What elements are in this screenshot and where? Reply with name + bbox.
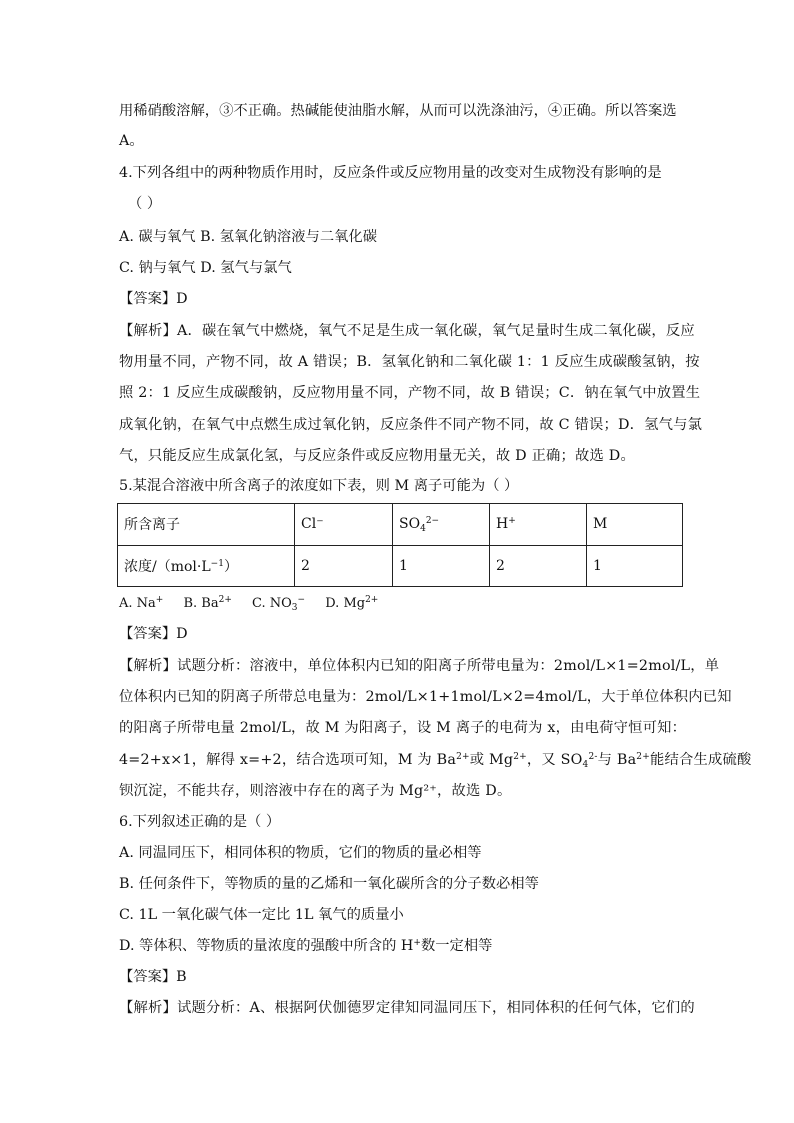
superscript: −	[297, 595, 306, 605]
text-run: 能结合生成硫酸	[649, 752, 752, 768]
question-6-option-a: A. 同温同压下，相同体积的物质，它们的物质的量必相等	[119, 845, 482, 861]
question-6-explanation: 【解析】试题分析：A、根据阿伏伽德罗定律知同温同压下，相同体积的任何气体，它们的	[119, 1000, 695, 1016]
subscript: 4	[420, 524, 426, 535]
superscript: 2−	[425, 516, 440, 527]
superscript: +	[508, 516, 516, 527]
text-run: 与 Ba	[597, 752, 637, 768]
paragraph-line: A。	[119, 133, 144, 149]
question-4-options-ab: A. 碳与氧气 B. 氢氧化钠溶液与二氧化碳	[119, 229, 378, 245]
table-cell: 2	[490, 545, 587, 587]
question-4-explanation: 照 2：1 反应生成碳酸钠，反应物用量不同，产物不同，故 B 错误；C．钠在氧气中放置生	[119, 385, 701, 401]
superscript: 2+	[218, 595, 232, 605]
paragraph-line: 用稀硝酸溶解，③不正确。热碱能使油脂水解，从而可以洗涤油污，④正确。所以答案选	[119, 103, 677, 119]
question-6-option-c: C. 1L 一氧化碳气体一定比 1L 氧气的质量小	[119, 907, 404, 923]
question-5-explanation: 位体积内已知的阴离子所带总电量为：2mol/L×1+1mol/L×2=4mol/L，大于单位体积内已知	[119, 689, 732, 705]
unit-label: 浓度/（mol·L	[124, 558, 211, 575]
superscript: +	[155, 595, 164, 605]
question-6-stem: 6.下列叙述正确的是（ ）	[119, 814, 281, 830]
table-cell: M	[587, 504, 683, 546]
text-run: 4=2+x×1，解得 x=+2，结合选项可知，M 为 Ba	[119, 752, 457, 768]
table-cell: 2	[295, 545, 393, 587]
table-cell	[490, 504, 587, 546]
superscript: +	[413, 938, 421, 948]
question-4-answer-blank: （ ）	[128, 196, 162, 212]
table-cell	[393, 504, 490, 546]
option-d: D. Mg	[325, 596, 366, 611]
question-5-explanation	[119, 750, 752, 770]
table-cell: Cl⁻	[295, 504, 393, 546]
unit-label-end: ）	[223, 558, 238, 575]
question-5-options	[119, 594, 681, 614]
question-5-stem: 5.某混合溶液中所含离子的浓度如下表，则 M 离子可能为（ ）	[119, 478, 519, 494]
text-run: D. 等体积、等物质的量浓度的强酸中所含的 H	[119, 938, 414, 954]
ion-formula: H	[496, 516, 509, 533]
superscript: 2-	[588, 752, 598, 762]
question-5-explanation: 钡沉淀，不能共存，则溶液中存在的离子为 Mg²⁺，故选 D。	[119, 783, 512, 799]
text-run: 数一定相等	[420, 938, 493, 954]
subscript: 3	[291, 603, 298, 613]
option-c: C. NO	[252, 596, 292, 611]
question-6-option-b: B. 任何条件下，等物质的量的乙烯和一氧化碳所含的分子数必相等	[119, 876, 539, 892]
table-header-cell	[118, 545, 295, 587]
table-row	[118, 545, 683, 587]
question-6-option-d	[119, 936, 681, 956]
question-4-stem: 4.下列各组中的两种物质作用时，反应条件或反应物用量的改变对生成物没有影响的是	[119, 165, 662, 181]
question-5-answer: 【答案】D	[119, 626, 188, 642]
question-4-answer: 【答案】D	[119, 291, 188, 307]
subscript: 4	[582, 760, 589, 770]
table-cell: 1	[393, 545, 490, 587]
superscript: 2+	[456, 752, 470, 762]
superscript: 2+	[636, 752, 650, 762]
table-cell: 1	[587, 545, 683, 587]
option-b: B. Ba	[183, 596, 219, 611]
question-4-explanation: 气，只能反应生成氯化氢，与反应条件或反应物用量无关，故 D 正确；故选 D。	[119, 448, 635, 464]
question-4-options-cd: C. 钠与氧气 D. 氢气与氯气	[119, 260, 292, 276]
question-4-explanation: 物用量不同，产物不同，故 A 错误；B．氢氧化钠和二氧化碳 1：1 反应生成碳酸氢钠，按	[119, 354, 700, 370]
option-a: A. Na	[119, 596, 156, 611]
table-row	[118, 504, 683, 546]
superscript: 2+	[513, 752, 527, 762]
question-4-explanation: 【解析】A．碳在氧气中燃烧，氧气不足是生成一氧化碳，氧气足量时生成二氧化碳，反应	[119, 323, 695, 339]
question-5-explanation: 【解析】试题分析：溶液中，单位体积内已知的阳离子所带电量为：2mol/L×1=2mol/L，单	[119, 658, 720, 674]
superscript: 2+	[365, 595, 379, 605]
text-run: 或 Mg	[469, 752, 514, 768]
question-4-explanation: 成氧化钠，在氧气中点燃生成过氧化钠，反应条件不同产物不同，故 C 错误；D．氢气与氯	[119, 417, 703, 433]
question-6-answer: 【答案】B	[119, 969, 187, 985]
text-run: ，又 SO	[526, 752, 583, 768]
question-5-explanation: 的阳离子所带电量 2mol/L，故 M 为阳离子，设 M 离子的电荷为 x，由电荷守恒可知：	[119, 720, 687, 736]
table-header-cell: 所含离子	[118, 504, 295, 546]
ion-concentration-table	[117, 503, 683, 587]
ion-formula: SO	[399, 516, 421, 533]
superscript: −1	[210, 558, 224, 569]
